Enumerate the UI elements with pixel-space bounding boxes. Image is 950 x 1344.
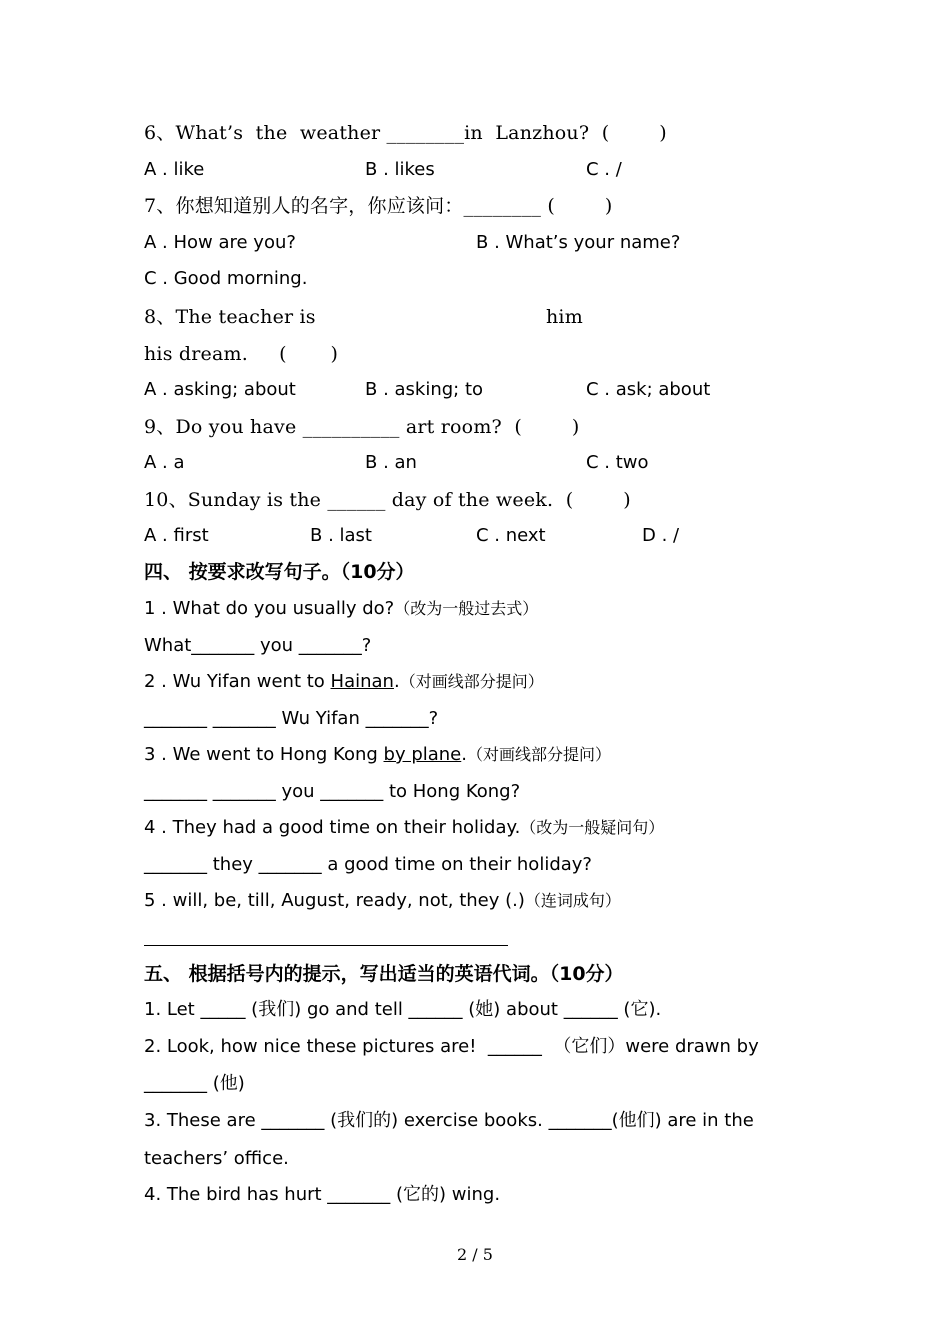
section-5-line-6: 4. The bird has hurt _______ (它的) wing. [144,1184,501,1205]
question-6-option-a: A . like [144,159,205,180]
question-6-stem: 6、What’s the weather ________in Lanzhou? ( ) [144,122,667,144]
section-4-item-2-answer: _______ _______ Wu Yifan _______? [144,708,439,729]
question-8-stem-start: 8、The teacher is [144,306,316,328]
page-number: 2 / 5 [457,1245,493,1264]
question-10-stem: 10、Sunday is the ______ day of the week. ( ) [144,489,631,511]
question-10-option-a: A . first [144,525,209,546]
section-4-item-3-answer: _______ _______ you _______ to Hong Kong? [144,781,521,802]
section-4-item-3-question: 3 . We went to Hong Kong by plane.（对画线部分提问） [144,744,612,765]
question-7-option-b: B . What’s your name? [476,232,681,253]
question-8-stem-middle: him [546,306,583,328]
section-4-item-4-question: 4 . They had a good time on their holiday.（改为一般疑问句） [144,817,665,838]
question-7-option-a: A . How are you? [144,232,296,253]
question-9-stem: 9、Do you have __________ art room? ( ) [144,416,580,438]
section-4-item-4-answer: _______ they _______ a good time on their holiday? [144,854,592,875]
question-7-option-c: C . Good morning. [144,268,308,289]
question-8-option-c: C . ask; about [586,379,711,400]
question-6-option-c: C . / [586,159,622,180]
section-4-item-2-question: 2 . Wu Yifan went to Hainan.（对画线部分提问） [144,671,544,692]
question-10-option-b: B . last [310,525,372,546]
section-5-line-1: 1. Let _____ (我们) go and tell ______ (她) about ______ (它). [144,999,662,1020]
question-8-option-a: A . asking; about [144,379,296,400]
question-9-option-c: C . two [586,452,649,473]
question-10-option-c: C . next [476,525,546,546]
section-4-item-1-question: 1 . What do you usually do?（改为一般过去式） [144,598,539,619]
section-5-line-2: 2. Look, how nice these pictures are! ______ （它们）were drawn by [144,1036,759,1057]
section-5-title: 五、 根据括号内的提示，写出适当的英语代词。（10分） [144,963,624,985]
question-9-option-b: B . an [365,452,417,473]
question-6-option-b: B . likes [365,159,435,180]
question-8-option-b: B . asking; to [365,379,484,400]
section-5-line-4: 3. These are _______ (我们的) exercise books. _______(他们) are in the [144,1110,754,1131]
underlined-phrase: by plane [383,744,462,765]
section-5-line-5: teachers’ office. [144,1148,289,1169]
section-5-line-3: _______ (他) [144,1073,245,1094]
section-4-item-1-answer: What_______ you _______? [144,635,372,656]
section-4-item-5-question: 5 . will, be, till, August, ready, not, they (.)（连词成句） [144,890,621,911]
section-4-title: 四、 按要求改写句子。（10分） [144,561,415,583]
question-8-stem-end: his dream. ( ) [144,343,339,365]
underlined-phrase: Hainan [330,671,394,692]
question-7-stem: 7、你想知道别人的名字，你应该问：________ ( ) [144,195,613,217]
question-10-option-d: D . / [642,525,680,546]
answer-line [144,945,508,946]
question-9-option-a: A . a [144,452,185,473]
